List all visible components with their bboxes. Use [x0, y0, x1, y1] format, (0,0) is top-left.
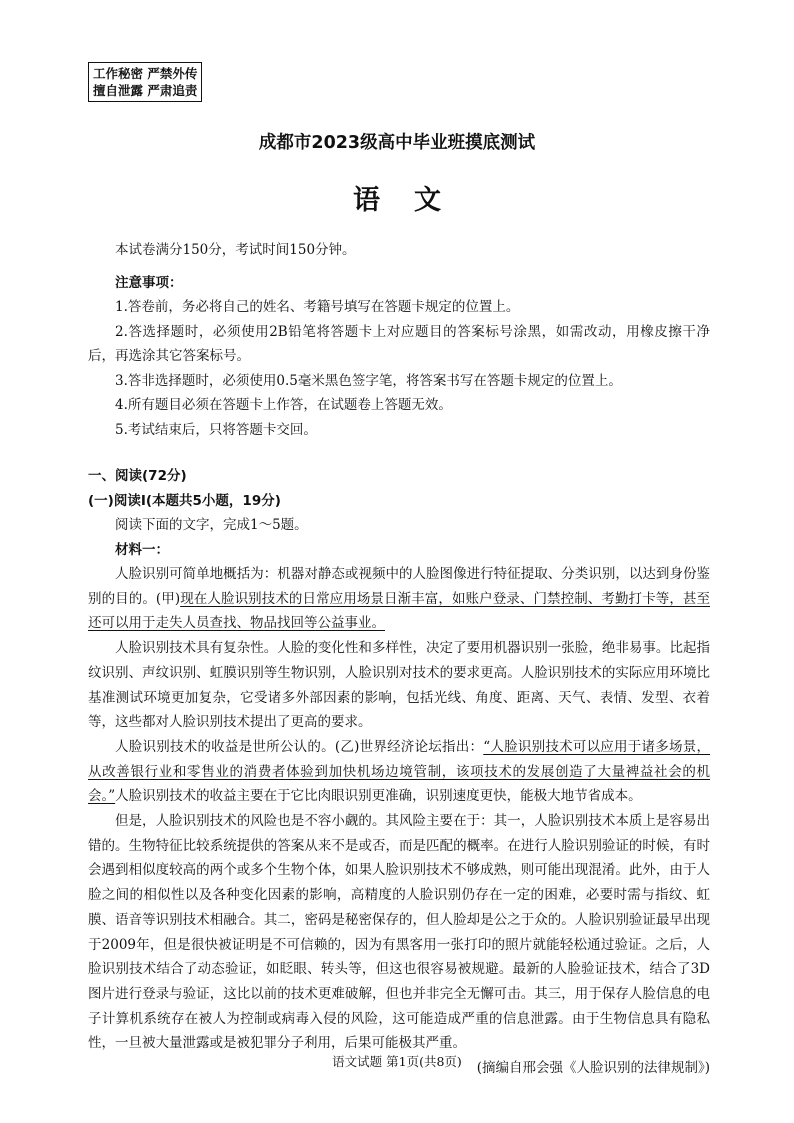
underlined-sentence-jia: 现在人脸识别技术的日常应用场景日渐丰富，如账户登录、门禁控制、考勤打卡等，甚至还可以用于走失人员查找、物品找回等公益事业。	[88, 590, 710, 632]
article-source: (摘编自邢会强《人脸识别的法律规制》)	[476, 1060, 710, 1077]
subject-title: 语文	[353, 185, 475, 216]
paragraph-text: 人脸识别技术的收益是世所公认的。(乙)世界经济论坛指出：	[115, 738, 484, 755]
subsection-title: (一)阅读Ⅰ(本题共5小题，19分)	[88, 492, 281, 509]
notice-item: 3.答非选择题时，必须使用0.5毫米黑色签字笔，将答案书写在答题卡规定的位置上。	[115, 372, 622, 389]
exam-intro: 本试卷满分150分，考试时间150分钟。	[115, 242, 356, 258]
paragraph-text: 人脸识别可简单地概括为：机器对静态或视频中的人脸图像进行特征提取、分类识别，以达到身份鉴别的目的。(甲)	[88, 566, 710, 607]
article-paragraph-4: 但是，人脸识别技术的风险也是不容小觑的。其风险主要在于：其一，人脸识别技术本质上是容易出错的。生物特征比较系统提供的答案从来不是或否，而是匹配的概率。在进行人脸识别验证的时候，有时会遇到相似度较高的两个或多个生物个体，如果人脸识别技术不够成熟，则可能出现混淆。此外，由于人脸之间的相似性以及各种变化因素的影响，高精度的人脸识别仍存在一定的困难，必要时需与指纹、虹膜、语音等识别技术相融合。其二，密码是秘密保存的，但人脸却是公之于众的。人脸识别验证最早出现于2009年，但是很快被证明是不可信赖的，因为有黑客用一张打印的照片就能轻松通过验证。之后，人脸识别技术结合了动态验证，如眨眼、转头等，但这也很容易被规避。最新的人脸验证技术，结合了3D图片进行登录与验证，这比以前的技术更难破解，但也并非完全无懈可击。其三，用于保存人脸信息的电子计算机系统存在被人为控制或病毒入侵的风险，这可能造成严重的信息泄露。由于生物信息具有隐私性，一旦被大量泄露或是被犯罪分子利用，后果可能极其严重。	[88, 813, 710, 1052]
confidential-stamp	[88, 62, 202, 102]
notice-item: 1.答卷前，务必将自己的姓名、考籍号填写在答题卡规定的位置上。	[115, 299, 520, 315]
article-body	[88, 562, 710, 1081]
page-footer: 语文试题 第1页(共8页)	[332, 1054, 462, 1069]
notice-item: 4.所有题目必须在答题卡上作答，在试题卷上答题无效。	[115, 397, 452, 413]
notice-item: 5.考试结束后，只将答题卡交回。	[115, 421, 317, 438]
stamp-line-1: 工作秘密 严禁外传	[93, 66, 198, 81]
notice-title: 注意事项：	[115, 274, 183, 291]
section-title: 一、阅读(72分)	[88, 468, 187, 484]
reading-instruction: 阅读下面的文字，完成1～5题。	[115, 517, 308, 533]
material-label: 材料一：	[115, 541, 169, 558]
page-content	[88, 238, 710, 1081]
article-paragraph-2: 人脸识别技术具有复杂性。人脸的变化性和多样性，决定了要用机器识别一张脸，绝非易事。比起指纹识别、声纹识别、虹膜识别等生物识别，人脸识别对技术的要求更高。人脸识别技术的实际应用环境比基准测试环境更加复杂，它受诸多外部因素的影响，包括光线、角度、距离、天气、表情、发型、衣着等，这些都对人脸识别技术提出了更高的要求。	[88, 640, 710, 731]
article-paragraph-3	[88, 735, 710, 809]
underlined-sentence-yi: “人脸识别技术可以应用于诸多场景，从改善银行业和零售业的消费者体验到加快机场边境管制，该项技术的发展创造了大量裨益社会的机会。”	[88, 738, 710, 805]
paragraph-text: 人脸识别技术的收益主要在于它比肉眼识别更准确，识别速度更快，能极大地节省成本。	[115, 788, 642, 805]
notice-item: 2.答选择题时，必须使用2B铅笔将答题卡上对应题目的答案标号涂黑，如需改动，用橡皮擦干净后，再选涂其它答案标号。	[88, 323, 710, 364]
exam-title: 成都市2023级高中毕业班摸底测试	[258, 133, 536, 153]
stamp-line-2: 擅自泄露 严肃追责	[93, 83, 198, 98]
article-paragraph-1	[88, 562, 710, 636]
